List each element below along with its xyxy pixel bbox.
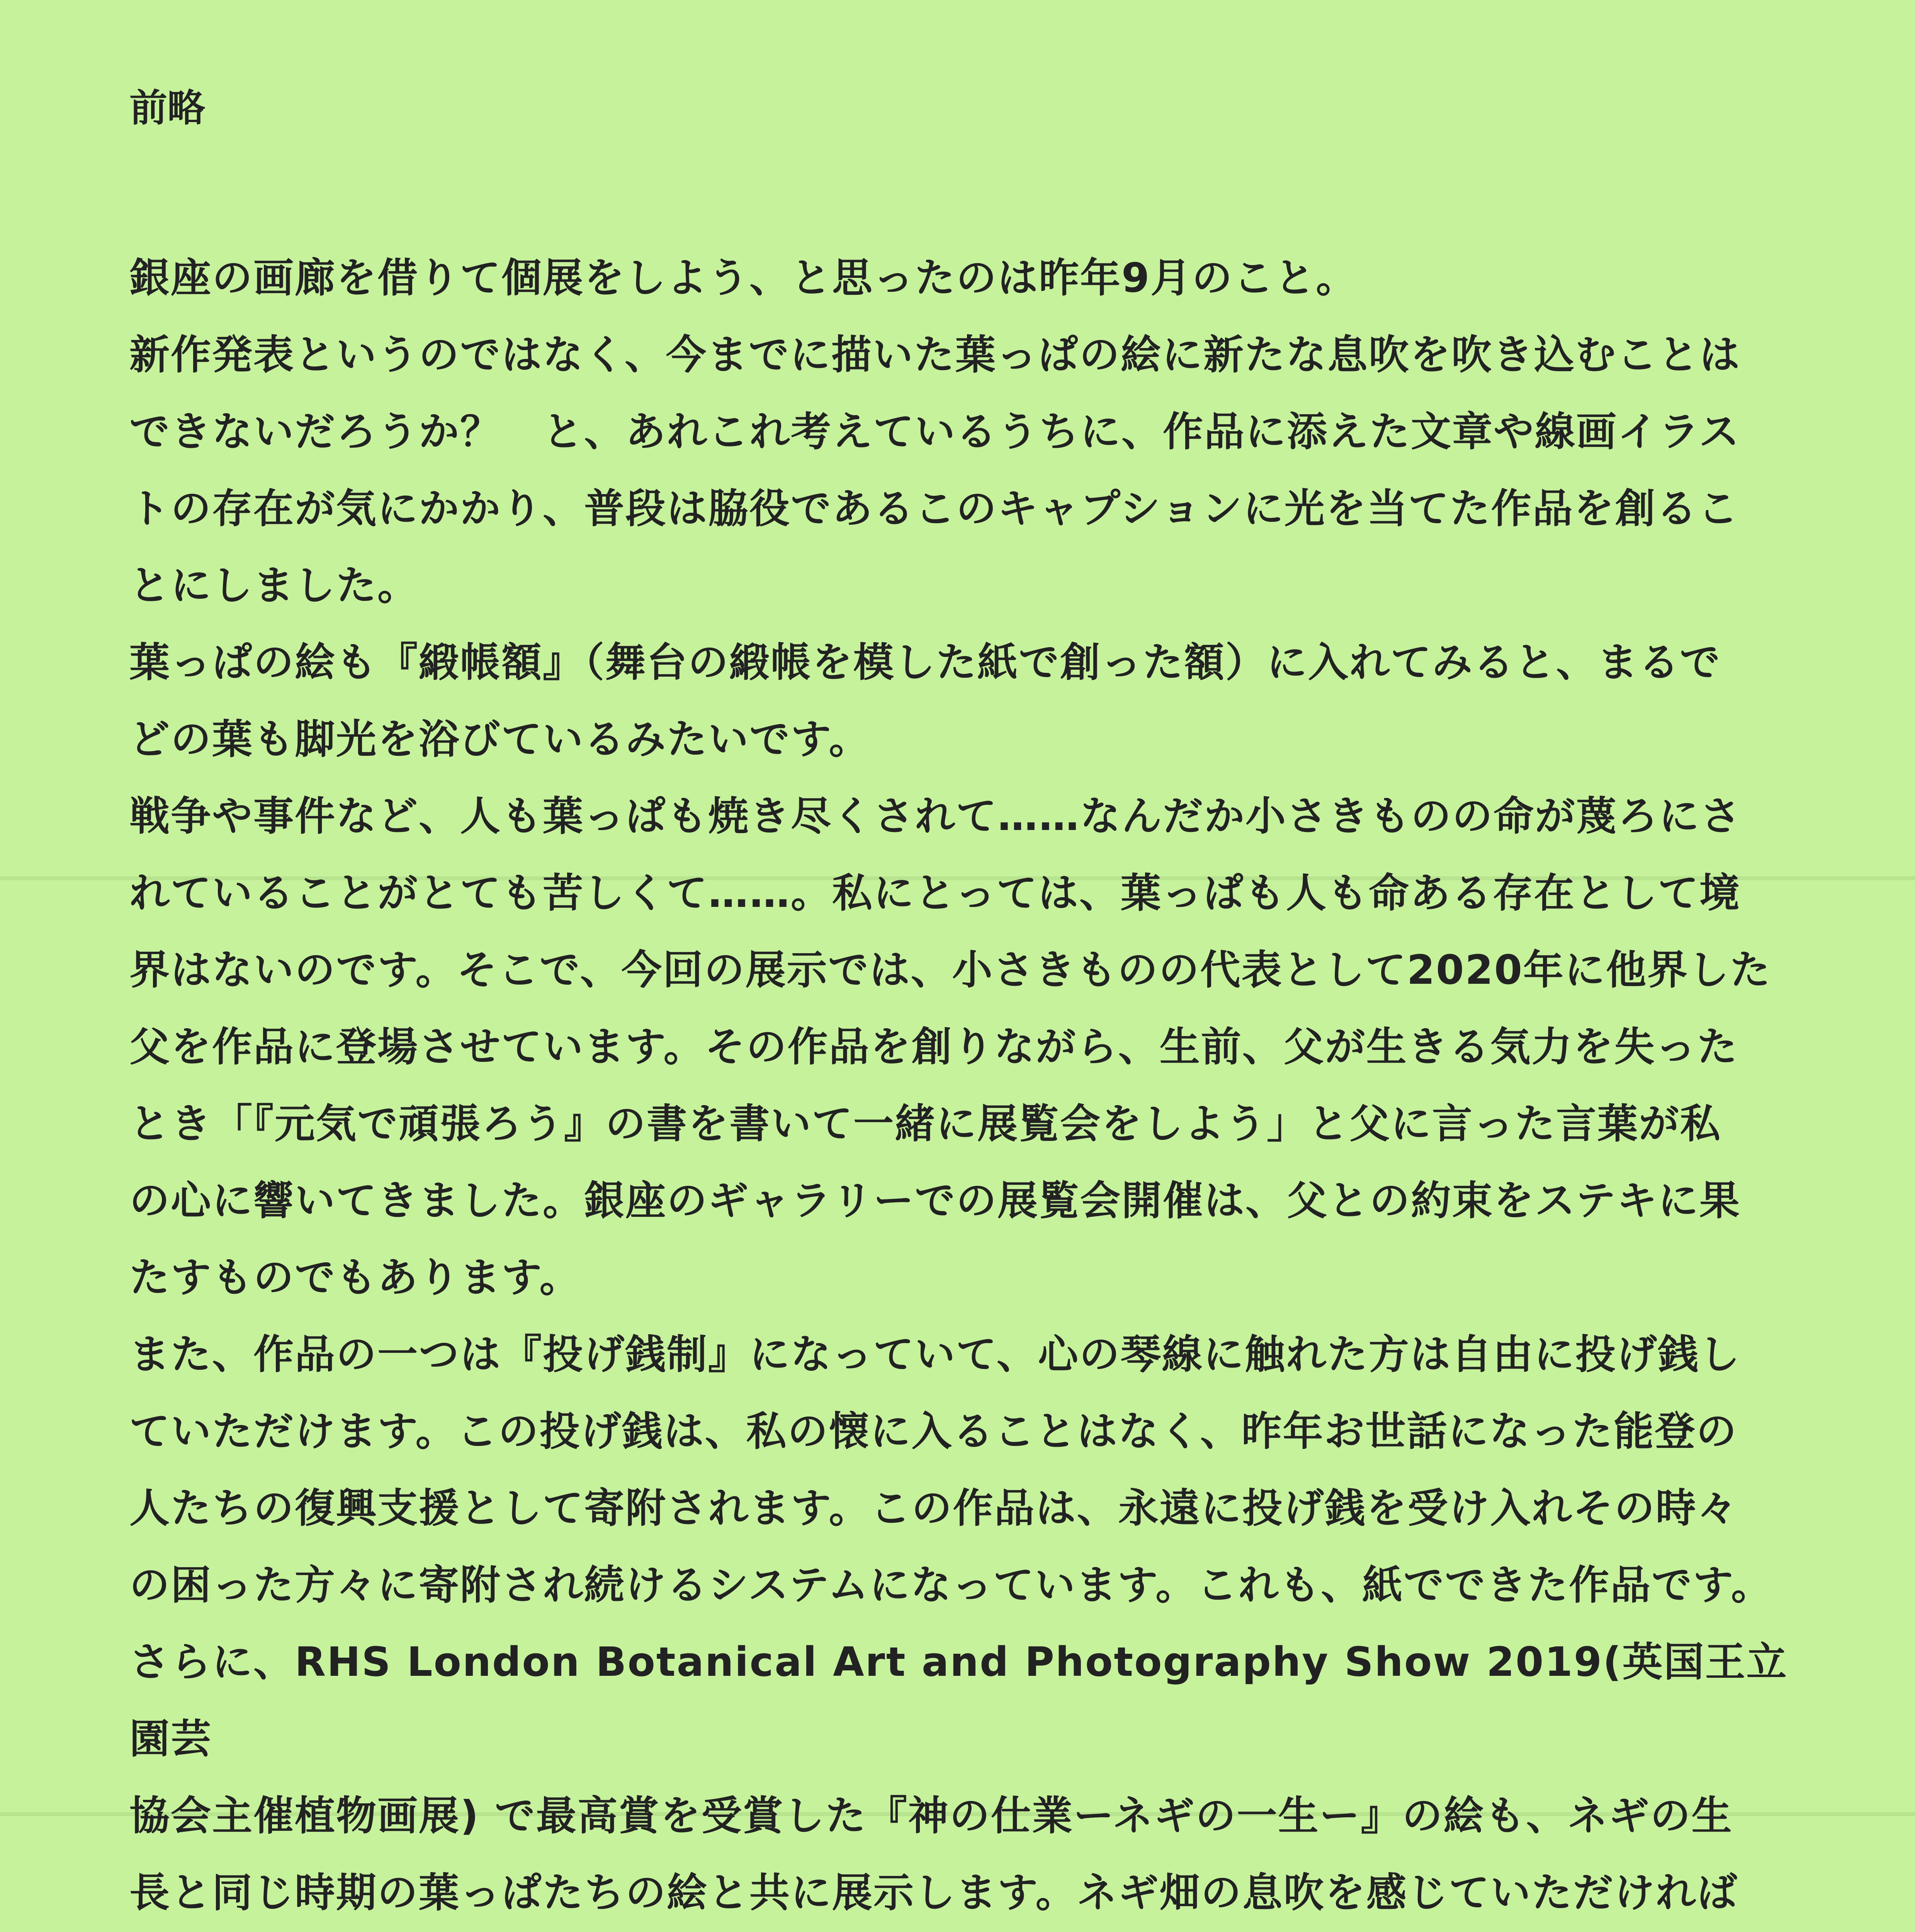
letter-paragraphs: 銀座の画廊を借りて個展をしよう、と思ったのは昨年9月のこと。 新作発表というのではなく、今までに描いた葉っぱの絵に新たな息吹を吹き込むことは できないだろうか？ と、あれこれ考えているうちに、作品に添えた文章や線画イラス トの存在が気にかかり、普段は脇役であるこのキャプションに光を当てた作品を創るこ とにしました。 葉っぱの絵も『緞帳額』（舞台の緞帳を模した紙で創った額）に入れてみると、まるで どの葉も脚光を浴びているみたいです。 戦争や事件など、人も葉っぱも焼き尽くされて……なんだか小さきものの命が蔑ろにさ れていることがとても苦しくて……。私にとっては、葉っぱも人も命ある存在として境 界はないのです。そこで、今回の展示では、小さきものの代表として2020年に他界した 父を作品に登場させています。その作品を創りながら、生前、父が生きる気力を失った とき「『元気で頑張ろう』の書を書いて一緒に展覧会をしよう」と父に言った言葉が私 の心に響いてきました。銀座のギャラリーでの展覧会開催は、父との約束をステキに果 たすものでもあります。 また、作品の一つは『投げ銭制』になっていて、心の琴線に触れた方は自由に投げ銭し ていただけます。この投げ銭は、私の懐に入ることはなく、昨年お世話になった能登の 人たちの復興支援として寄附されます。この作品は、永遠に投げ銭を受け入れその時々 の困った方々に寄附され続けるシステムになっています。これも、紙でできた作品です。 さらに、RHS London Botanical Art and Photography Show 2019(英国王立園芸 協会主催植物画展) で最高賞を受賞した『神の仕業ーネギの一生ー』の絵も、ネギの生 長と同じ時期の葉っぱたちの絵と共に展示します。ネギ畑の息吹を感じていただければ [129, 254, 1788, 1916]
salutation: 前略 [129, 86, 206, 130]
letter-body [129, 81, 1791, 1932]
